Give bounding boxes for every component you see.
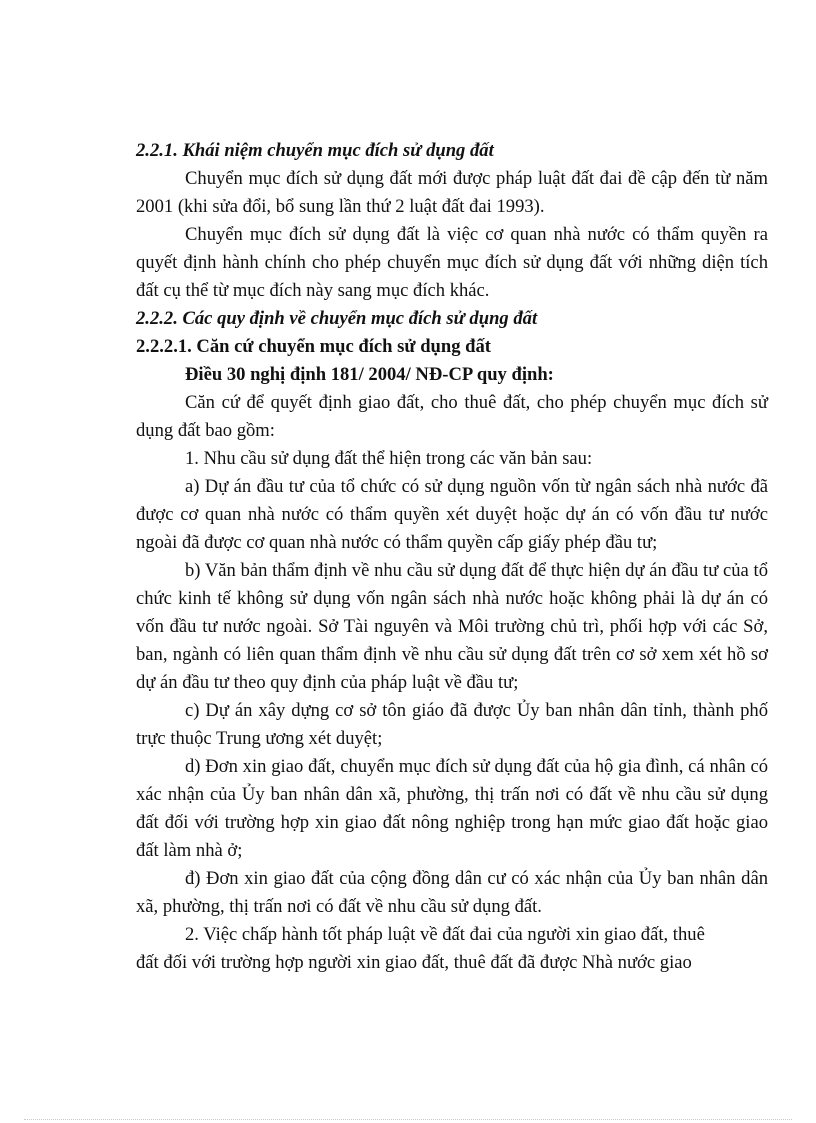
list-item-1a: a) Dự án đầu tư của tổ chức có sử dụng nguồn vốn từ ngân sách nhà nước đã được cơ quan nhà nước có thẩm quyền xét duyệt hoặc dự án có vốn đầu tư nước ngoài đã được cơ quan nhà nước có thẩm quyền cấp giấy phép đầu tư; — [136, 476, 768, 553]
document-body — [136, 137, 768, 977]
heading-2-2-1: 2.2.1. Khái niệm chuyển mục đích sử dụng đất — [136, 140, 494, 161]
list-item-2-line-1: 2. Việc chấp hành tốt pháp luật về đất đai của người xin giao đất, thuê — [185, 924, 705, 945]
paragraph-2: Chuyển mục đích sử dụng đất là việc cơ quan nhà nước có thẩm quyền ra quyết định hành chính cho phép chuyển mục đích sử dụng đất với những diện tích đất cụ thể từ mục đích này sang mục đích khác. — [136, 224, 768, 301]
paragraph-3: Căn cứ để quyết định giao đất, cho thuê đất, cho phép chuyển mục đích sử dụng đất bao gồm: — [136, 392, 768, 441]
list-item-1: 1. Nhu cầu sử dụng đất thể hiện trong các văn bản sau: — [185, 448, 593, 469]
heading-2-2-2: 2.2.2. Các quy định về chuyển mục đích sử dụng đất — [136, 308, 538, 329]
heading-2-2-2-1: 2.2.2.1. Căn cứ chuyển mục đích sử dụng đất — [136, 336, 491, 357]
list-item-2-line-2: đất đối với trường hợp người xin giao đất, thuê đất đã được Nhà nước giao — [136, 952, 692, 973]
list-item-1d: d) Đơn xin giao đất, chuyển mục đích sử dụng đất của hộ gia đình, cá nhân có xác nhận của Ủy ban nhân dân xã, phường, thị trấn nơi có đất về nhu cầu sử dụng đất đối với trường hợp xin giao đất nông nghiệp trong hạn mức giao đất hoặc giao đất làm nhà ở; — [136, 756, 768, 861]
list-item-1dd: đ) Đơn xin giao đất của cộng đồng dân cư có xác nhận của Ủy ban nhân dân xã, phường, thị trấn nơi có đất về nhu cầu sử dụng đất. — [136, 868, 768, 917]
article-heading: Điều 30 nghị định 181/ 2004/ NĐ-CP quy định: — [185, 364, 554, 385]
page-bottom-divider — [24, 1119, 792, 1120]
list-item-1c: c) Dự án xây dựng cơ sở tôn giáo đã được Ủy ban nhân dân tỉnh, thành phố trực thuộc Trung ương xét duyệt; — [136, 700, 768, 749]
list-item-1b: b) Văn bản thẩm định về nhu cầu sử dụng đất để thực hiện dự án đầu tư của tổ chức kinh tế không sử dụng vốn ngân sách nhà nước hoặc không phải là dự án có vốn đầu tư nước ngoài. Sở Tài nguyên và Môi trường chủ trì, phối hợp với các Sở, ban, ngành có liên quan thẩm định về nhu cầu sử dụng đất trên cơ sở xem xét hồ sơ dự án đầu tư theo quy định của pháp luật về đầu tư; — [136, 560, 768, 693]
paragraph-1: Chuyển mục đích sử dụng đất mới được pháp luật đất đai đề cập đến từ năm 2001 (khi sửa đổi, bổ sung lần thứ 2 luật đất đai 1993). — [136, 168, 768, 217]
